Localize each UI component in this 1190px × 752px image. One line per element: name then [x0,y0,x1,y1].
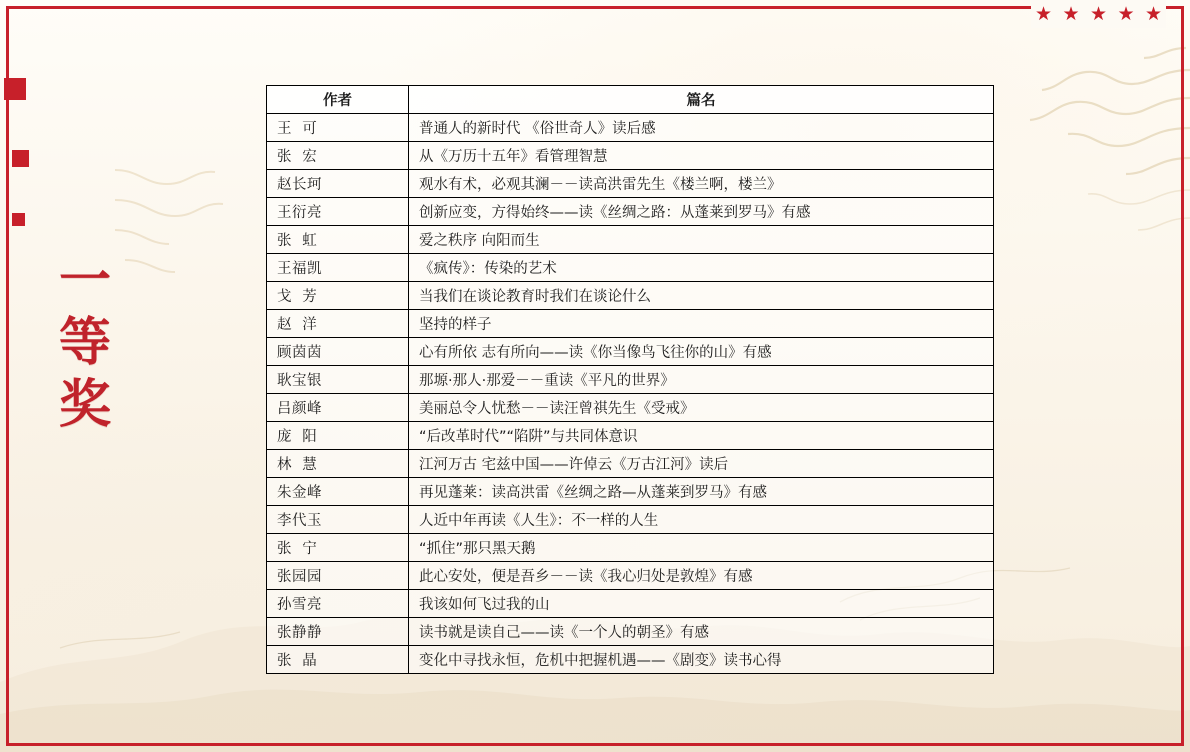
table-row [267,394,994,422]
cell-author: 张 宏 [267,142,409,170]
cell-title: 此心安处，便是吾乡－－读《我心归处是敦煌》有感 [409,562,994,590]
cell-title: 当我们在谈论教育时我们在谈论什么 [409,282,994,310]
red-square-decoration [12,150,29,167]
cell-title: 江河万古 宅兹中国——许倬云《万古江河》读后 [409,450,994,478]
cell-author: 李代玉 [267,506,409,534]
cell-author: 王 可 [267,114,409,142]
cell-title: 创新应变，方得始终——读《丝绸之路：从蓬莱到罗马》有感 [409,198,994,226]
star-icon: ★ [1117,3,1135,25]
cell-author: 张园园 [267,562,409,590]
table-row [267,338,994,366]
cell-title: 从《万历十五年》看管理智慧 [409,142,994,170]
cell-title: 爱之秩序 向阳而生 [409,226,994,254]
table-row [267,506,994,534]
column-header-author: 作者 [267,86,409,114]
table-row [267,142,994,170]
cell-author: 戈 芳 [267,282,409,310]
table-row [267,366,994,394]
cell-title: “后改革时代”“陷阱”与共同体意识 [409,422,994,450]
table-row [267,618,994,646]
award-table-container [266,85,994,674]
table-row [267,450,994,478]
cell-author: 王衍亮 [267,198,409,226]
cell-title: 普通人的新时代 《俗世奇人》读后感 [409,114,994,142]
table-row [267,198,994,226]
award-table [266,85,994,674]
table-row [267,478,994,506]
star-icon: ★ [1144,3,1162,25]
cell-title: 观水有术，必观其澜－－读高洪雷先生《楼兰啊，楼兰》 [409,170,994,198]
cell-author: 张 晶 [267,646,409,674]
cell-author: 庞 阳 [267,422,409,450]
cell-title: 人近中年再读《人生》：不一样的人生 [409,506,994,534]
star-rating-decoration [1031,0,1166,28]
table-row [267,282,994,310]
cell-author: 赵 洋 [267,310,409,338]
cell-title: 坚持的样子 [409,310,994,338]
cell-author: 林 慧 [267,450,409,478]
cell-author: 张 虹 [267,226,409,254]
cell-author: 耿宝银 [267,366,409,394]
table-row [267,590,994,618]
column-header-title: 篇名 [409,86,994,114]
table-row [267,646,994,674]
cell-title: 心有所依 志有所向——读《你当像鸟飞往你的山》有感 [409,338,994,366]
table-row [267,170,994,198]
star-icon: ★ [1062,3,1080,25]
table-row [267,422,994,450]
cell-title: 读书就是读自己——读《一个人的朝圣》有感 [409,618,994,646]
table-header-row [267,86,994,114]
table-row [267,254,994,282]
table-row [267,226,994,254]
cell-author: 朱金峰 [267,478,409,506]
cell-author: 赵长珂 [267,170,409,198]
cell-title: 我该如何飞过我的山 [409,590,994,618]
cell-title: “抓住”那只黑天鹅 [409,534,994,562]
cell-title: 《疯传》：传染的艺术 [409,254,994,282]
red-square-decoration [12,213,25,226]
page-title: 一等奖 [58,250,113,435]
cell-author: 吕颜峰 [267,394,409,422]
star-icon: ★ [1035,3,1053,25]
cell-title: 再见蓬莱：读高洪雷《丝绸之路—从蓬莱到罗马》有感 [409,478,994,506]
cell-title: 变化中寻找永恒，危机中把握机遇——《剧变》读书心得 [409,646,994,674]
table-row [267,534,994,562]
cell-title: 美丽总令人忧愁－－读汪曾祺先生《受戒》 [409,394,994,422]
cell-title: 那塬·那人·那爱－－重读《平凡的世界》 [409,366,994,394]
cell-author: 张 宁 [267,534,409,562]
table-row [267,114,994,142]
cell-author: 王福凯 [267,254,409,282]
red-square-decoration [4,78,26,100]
star-icon: ★ [1089,3,1108,25]
cell-author: 张静静 [267,618,409,646]
table-row [267,562,994,590]
cell-author: 孙雪亮 [267,590,409,618]
cell-author: 顾茵茵 [267,338,409,366]
table-row [267,310,994,338]
